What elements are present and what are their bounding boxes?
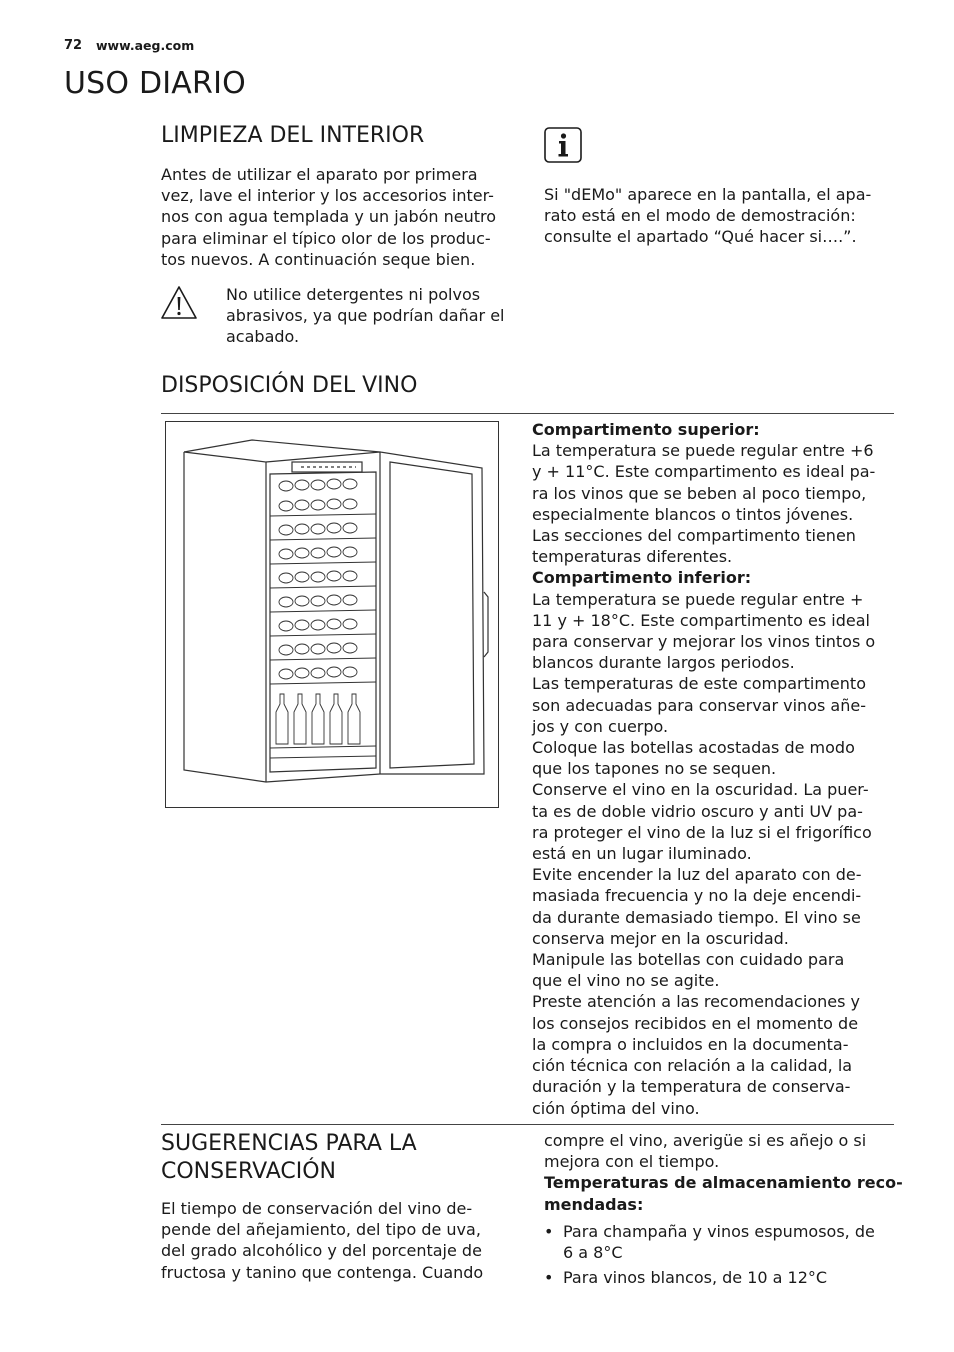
text-line: La temperatura se puede regular entre + (532, 589, 864, 609)
section-divider (161, 1124, 894, 1125)
info-icon (544, 127, 582, 163)
text-line: • Para champaña y vinos espumosos, de (563, 1221, 875, 1241)
text-line: duración y la temperatura de conserva- (532, 1077, 851, 1097)
text-line: especialmente blancos o tintos jóvenes. (532, 504, 854, 524)
text-line: para eliminar el típico olor de los produc- (161, 228, 491, 248)
text-line: blancos durante largos periodos. (532, 653, 795, 673)
text-line: ra proteger el vino de la luz si el frigorífico (532, 822, 872, 842)
text-line: son adecuadas para conservar vinos añe- (532, 695, 866, 715)
website-url[interactable]: www.aeg.com (96, 38, 195, 53)
info-text (544, 184, 904, 248)
text-line: para conservar y mejorar los vinos tintos o (532, 632, 876, 652)
text-line: que los tapones no se sequen. (532, 759, 777, 779)
list-item (544, 1221, 904, 1263)
text-line: que el vino no se agite. (532, 971, 720, 991)
text-line: los consejos recibidos en el momento de (532, 1013, 859, 1033)
wine-text (532, 419, 904, 1119)
text-line: ción óptima del vino. (532, 1098, 700, 1118)
text-line: Conserve el vino en la oscuridad. La puer- (532, 780, 869, 800)
text-line: Antes de utilizar el aparato por primera (161, 165, 478, 184)
text-line: abrasivos, ya que podrían dañar el (226, 306, 505, 326)
text-line: Preste atención a las recomendaciones y (532, 992, 860, 1012)
upper-compartment-title: Compartimento superior: (532, 420, 760, 439)
storage-text-right (544, 1130, 904, 1292)
text-line: y + 11°C. Este compartimento es ideal pa- (532, 462, 876, 482)
text-line: Coloque las botellas acostadas de modo (532, 738, 855, 758)
text-line: No utilice detergentes ni polvos (226, 285, 481, 304)
warning-icon (160, 285, 198, 321)
text-line: El tiempo de conservación del vino de- (161, 1199, 473, 1218)
text-line: ra los vinos que se beben al poco tiempo, (532, 483, 867, 503)
temps-title-line: mendadas: (544, 1194, 644, 1214)
text-line: jos y con cuerpo. (532, 716, 669, 736)
text-line: mejora con el tiempo. (544, 1152, 720, 1172)
text-line: del grado alcohólico y del porcentaje de (161, 1241, 482, 1261)
temps-title-line: Temperaturas de almacenamiento reco- (544, 1173, 903, 1193)
wine-heading: DISPOSICIÓN DEL VINO (161, 373, 418, 398)
text-line: 6 a 8°C (563, 1243, 623, 1263)
text-line: está en un lugar iluminado. (532, 844, 752, 864)
text-line: conserva mejor en la oscuridad. (532, 928, 789, 948)
text-line: vez, lave el interior y los accesorios inter- (161, 186, 494, 206)
text-line: rato está en el modo de demostración: (544, 206, 856, 226)
wine-cabinet-drawing (166, 422, 500, 809)
text-line: Si "dEMo" aparece en la pantalla, el apa- (544, 185, 872, 204)
page-number: 72 (64, 38, 83, 53)
text-line: nos con agua templada y un jabón neutro (161, 207, 497, 227)
text-line: fructosa y tanino que contenga. Cuando (161, 1262, 484, 1282)
text-line: Las temperaturas de este compartimento (532, 674, 866, 694)
text-line: la compra o incluidos en la documenta- (532, 1034, 849, 1054)
storage-text-left (161, 1198, 521, 1283)
text-line: acabado. (226, 327, 300, 347)
warning-text (226, 284, 526, 348)
text-line: consulte el apartado “Qué hacer si….”. (544, 227, 857, 247)
section-divider (161, 413, 894, 414)
text-line: 11 y + 18°C. Este compartimento es ideal (532, 610, 870, 630)
text-line: compre el vino, averigüe si es añejo o si (544, 1131, 867, 1150)
cleaning-text (161, 164, 521, 270)
text-line: temperaturas diferentes. (532, 547, 733, 567)
text-line: Evite encender la luz del aparato con de- (532, 865, 862, 885)
heading-line: SUGERENCIAS PARA LA (161, 1131, 417, 1156)
text-line: masiada frecuencia y no la deje encendi- (532, 886, 862, 906)
text-line: Las secciones del compartimento tienen (532, 526, 856, 546)
text-line: ta es de doble vidrio oscuro y anti UV pa- (532, 801, 863, 821)
temperature-list (544, 1221, 904, 1289)
text-line: ción técnica con relación a la calidad, la (532, 1056, 853, 1076)
text-line: tos nuevos. A continuación seque bien. (161, 249, 476, 269)
text-line: La temperatura se puede regular entre +6 (532, 441, 874, 461)
text-line: Manipule las botellas con cuidado para (532, 950, 845, 970)
cleaning-heading: LIMPIEZA DEL INTERIOR (161, 123, 425, 148)
lower-compartment-title: Compartimento inferior: (532, 568, 752, 588)
text-line: • Para vinos blancos, de 10 a 12°C (563, 1268, 828, 1288)
page-title: USO DIARIO (64, 66, 246, 101)
heading-line: CONSERVACIÓN (161, 1159, 337, 1184)
text-line: pende del añejamiento, del tipo de uva, (161, 1220, 481, 1240)
list-item (544, 1267, 904, 1288)
wine-cabinet-illustration (165, 421, 499, 808)
text-line: da durante demasiado tiempo. El vino se (532, 907, 861, 927)
storage-heading (161, 1130, 417, 1186)
